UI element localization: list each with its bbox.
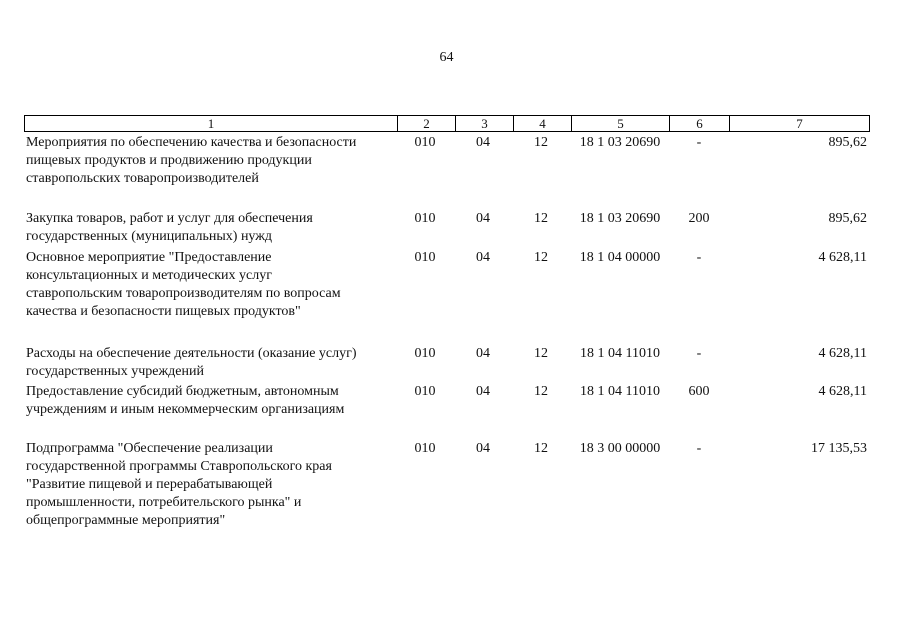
header-col-1: 1 xyxy=(207,116,215,131)
row-col-5: 18 1 03 20690 xyxy=(579,211,661,226)
row-name-line: государственной программы Ставропольского края xyxy=(26,459,332,474)
row-col-3: 04 xyxy=(476,211,490,226)
row-col-3: 04 xyxy=(476,250,490,265)
row-col-2: 010 xyxy=(414,211,436,226)
row-col-5: 18 1 04 00000 xyxy=(579,250,661,265)
row-col-2: 010 xyxy=(414,441,436,456)
row-col-3: 04 xyxy=(476,346,490,361)
header-col-3: 3 xyxy=(455,116,513,131)
row-col-7: 4 628,11 xyxy=(818,384,867,399)
row-name-line: консультационных и методических услуг xyxy=(26,268,272,283)
row-name xyxy=(26,383,396,419)
row-col-7: 895,62 xyxy=(828,211,867,226)
row-name-line: качества и безопасности пищевых продуктов" xyxy=(26,304,301,319)
row-col-7: 4 628,11 xyxy=(818,250,867,265)
row-name xyxy=(26,345,396,381)
row-col-7: 4 628,11 xyxy=(818,346,867,361)
row-name-line: учреждениям и иным некоммерческим организациям xyxy=(26,402,345,417)
row-name xyxy=(26,210,396,246)
row-name-line: Подпрограмма "Обеспечение реализации xyxy=(26,441,273,456)
row-col-4: 12 xyxy=(534,211,548,226)
row-col-2: 010 xyxy=(414,346,436,361)
row-col-6: - xyxy=(696,135,702,150)
row-col-6: - xyxy=(696,441,702,456)
row-col-4: 12 xyxy=(534,441,548,456)
row-name-line: ставропольским товаропроизводителям по вопросам xyxy=(26,286,341,301)
header-col-6: 6 xyxy=(669,116,729,131)
row-name xyxy=(26,249,396,321)
row-col-5: 18 1 04 11010 xyxy=(580,346,660,361)
row-col-4: 12 xyxy=(534,250,548,265)
row-name-line: Основное мероприятие "Предоставление xyxy=(26,250,272,265)
row-col-6: - xyxy=(696,250,702,265)
header-col-7: 7 xyxy=(729,116,869,131)
row-col-3: 04 xyxy=(476,135,490,150)
row-col-4: 12 xyxy=(534,346,548,361)
row-col-3: 04 xyxy=(476,384,490,399)
row-name-line: промышленности, потребительского рынка" и xyxy=(26,495,302,510)
row-name-line: общепрограммные мероприятия" xyxy=(26,513,226,528)
row-name xyxy=(26,134,396,188)
row-name-line: Расходы на обеспечение деятельности (оказание услуг) xyxy=(26,346,357,361)
row-col-5: 18 1 04 11010 xyxy=(580,384,660,399)
row-name-line: "Развитие пищевой и перерабатывающей xyxy=(26,477,273,492)
row-col-4: 12 xyxy=(534,384,548,399)
row-col-5: 18 1 03 20690 xyxy=(579,135,661,150)
table-header xyxy=(24,115,870,132)
header-col-4: 4 xyxy=(513,116,571,131)
page-number: 64 xyxy=(439,50,454,65)
row-name-line: пищевых продуктов и продвижению продукции xyxy=(26,153,312,168)
row-name-line: Закупка товаров, работ и услуг для обеспечения xyxy=(26,211,313,226)
row-col-2: 010 xyxy=(414,250,436,265)
row-col-6: 200 xyxy=(688,211,710,226)
row-col-4: 12 xyxy=(534,135,548,150)
row-col-7: 895,62 xyxy=(828,135,867,150)
header-col-2: 2 xyxy=(397,116,455,131)
row-col-2: 010 xyxy=(414,384,436,399)
row-name xyxy=(26,440,396,530)
row-col-3: 04 xyxy=(476,441,490,456)
row-name-line: Мероприятия по обеспечению качества и безопасности xyxy=(26,135,357,150)
row-col-6: - xyxy=(696,346,702,361)
row-name-line: Предоставление субсидий бюджетным, автономным xyxy=(26,384,339,399)
header-col-5: 5 xyxy=(571,116,669,131)
row-name-line: ставропольских товаропроизводителей xyxy=(26,171,259,186)
row-col-5: 18 3 00 00000 xyxy=(579,441,661,456)
row-col-7: 17 135,53 xyxy=(811,441,867,456)
row-name-line: государственных учреждений xyxy=(26,364,204,379)
row-col-2: 010 xyxy=(414,135,436,150)
row-name-line: государственных (муниципальных) нужд xyxy=(26,229,273,244)
row-col-6: 600 xyxy=(688,384,710,399)
